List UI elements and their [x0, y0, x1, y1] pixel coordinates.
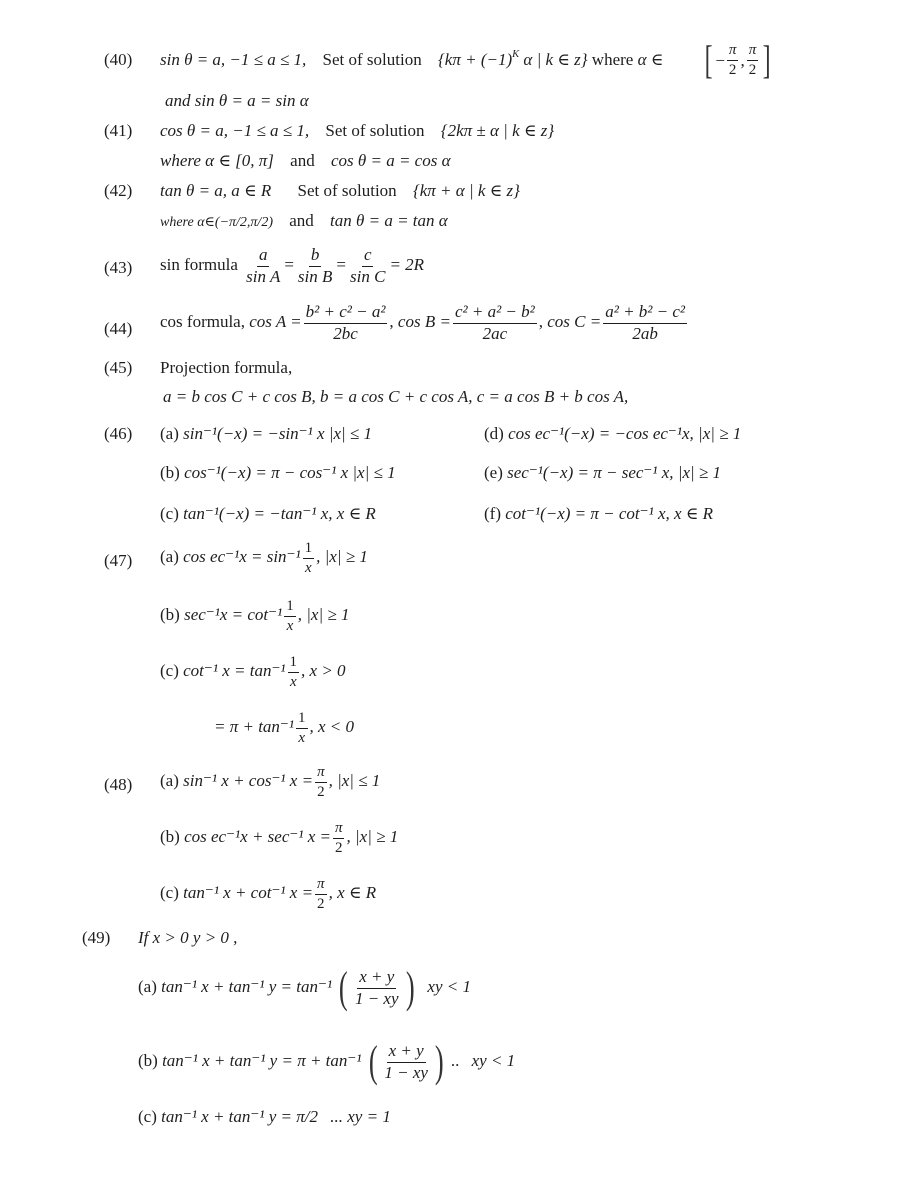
cos-a-den: 2bc: [333, 323, 358, 343]
cos-c-num: a² + b² − c²: [603, 303, 687, 324]
cos-a-lhs: cos A =: [249, 312, 302, 332]
formula-46-e-text: sec⁻¹(−x) = π − sec⁻¹ x, |x| ≥ 1: [507, 463, 721, 482]
formula-40-line2: and sin θ = a = sin α: [165, 91, 309, 110]
formula-43: sin formula $\frac{a}{\text{sin A}}$ = $\frac{b}{\text{sin B}}$ = $\frac{c}{\text{sin C}}$ = 2R: [160, 245, 425, 286]
formula-46-d-text: cos ec⁻¹(−x) = −cos ec⁻¹x, |x| ≥ 1: [508, 424, 742, 443]
formula-46-e-label: (e): [484, 463, 503, 482]
formula-47-a-cond: , |x| ≥ 1: [316, 546, 368, 566]
formula-48-c-frac-den: 2: [317, 895, 325, 912]
formula-46-d: [484, 425, 741, 442]
sine-rule-num-b: b: [309, 246, 322, 267]
formula-48-a: [160, 764, 380, 800]
formula-40-alpha: α ∈: [637, 50, 664, 69]
formula-47-b-frac-den: x: [286, 617, 294, 634]
sine-rule-den-a: sin A: [246, 266, 281, 286]
formula-47-b-cond: , |x| ≥ 1: [297, 604, 350, 624]
formula-46-a: [160, 425, 372, 442]
formula-48-c-frac-num: π: [315, 876, 327, 895]
formula-48-b-frac-num: π: [333, 820, 345, 839]
formula-47-b-label: (b): [160, 604, 180, 624]
formula-42-and: and: [289, 211, 314, 230]
formula-48-a-frac-den: 2: [317, 783, 325, 800]
cos-c-den: 2ab: [632, 323, 658, 343]
formula-40-set-label: Set of solution: [322, 50, 422, 69]
cos-b-lhs: cos B =: [397, 312, 451, 332]
formula-46-f-label: (f): [484, 504, 501, 523]
formula-48-a-frac-num: π: [315, 764, 327, 783]
formula-49-b-frac-den: 1 − xy: [384, 1062, 428, 1082]
formula-44: cos formula, cos A = $\frac{\text{b² + c² − a²}}{2bc}$ , cos B = $\frac{\text{c² + a² − b²}}{2ac}$ , cos C = $\frac{\text{a² + b² − c²}}{2ab}$: [160, 302, 685, 343]
formula-47-a: [160, 540, 368, 576]
formula-48-b-frac-den: 2: [334, 839, 343, 856]
formula-46-b: [160, 464, 396, 481]
formula-41-line2: [160, 152, 451, 169]
formula-47-a-frac-den: x: [305, 559, 312, 576]
formula-41-line1: [160, 122, 554, 139]
formula-40-line1: [160, 51, 663, 68]
sine-rule-num-c: c: [362, 246, 374, 267]
formula-47-c2: [214, 710, 354, 746]
formula-41-set-label: Set of solution: [325, 121, 425, 140]
formula-47-c-label: (c): [160, 660, 179, 680]
formula-46-a-text: sin⁻¹(−x) = −sin⁻¹ x |x| ≤ 1: [183, 424, 372, 443]
interval-frac-den-right: 2: [748, 61, 757, 78]
formula-46-c-label: (c): [160, 504, 179, 523]
formula-48-c-lhs: tan⁻¹ x + cot⁻¹ x =: [183, 882, 314, 902]
formula-49-a-label: (a): [138, 976, 157, 996]
formula-48-b-lhs: cos ec⁻¹x + sec⁻¹ x =: [184, 826, 331, 846]
formula-47-c2-frac-den: x: [298, 729, 306, 746]
formula-42-set: {kπ + α | k ∈ z}: [412, 181, 520, 200]
cos-a-num: b² + c² − a²: [304, 303, 388, 324]
formula-41-and: and: [290, 151, 315, 170]
formula-43-label: sin formula: [160, 255, 238, 275]
formula-47-c: [160, 654, 346, 690]
formula-49-label: If x > 0 y > 0 ,: [138, 928, 238, 947]
formula-45-label: Projection formula,: [160, 358, 293, 377]
formula-40-where: where: [591, 50, 634, 69]
formula-46-c-text: tan⁻¹(−x) = −tan⁻¹ x, x ∈ R: [183, 504, 376, 523]
formula-47-c-frac-den: x: [289, 673, 297, 690]
sine-rule-den-b: sin B: [297, 266, 333, 286]
formula-42-line1: [160, 182, 520, 199]
formula-49-a-frac-num: x + y: [357, 968, 396, 989]
formula-48-c-cond: , x ∈ R: [328, 882, 377, 902]
item-number-46: (46): [104, 424, 133, 443]
formula-49-a-lhs: tan⁻¹ x + tan⁻¹ y = tan⁻¹: [161, 976, 333, 996]
sine-rule-tail: = 2R: [389, 255, 425, 275]
formula-47-c2-lhs: = π + tan⁻¹: [214, 716, 295, 736]
sine-rule-den-c: sin C: [350, 266, 386, 286]
formula-48-a-cond: , |x| ≤ 1: [328, 770, 381, 790]
formula-49-a: (a) tan⁻¹ x + tan⁻¹ y = tan⁻¹ ( $\frac{x + y}{1 - xy}$ ) xy < 1: [138, 963, 471, 1012]
formula-49-b-cond: xy < 1: [471, 1050, 516, 1070]
formula-47-a-lhs: cos ec⁻¹x = sin⁻¹: [183, 546, 301, 566]
formula-46-d-label: (d): [484, 424, 504, 443]
formula-49-a-frac-den: 1 − xy: [354, 988, 399, 1008]
formula-47-c-frac-num: 1: [288, 654, 300, 673]
formula-40-interval: [ − $\frac{\pi}{2}$ , $\frac{\pi}{2}$ ]: [704, 37, 771, 82]
formula-40-set-b: α | k ∈ z: [519, 50, 581, 69]
formula-48-c: [160, 876, 376, 912]
formula-49-b-dots: ..: [450, 1050, 460, 1070]
formula-49-c-cond: ... xy = 1: [330, 1107, 391, 1126]
formula-41-where: where α ∈ [0, π]: [160, 151, 274, 170]
formula-40-set-a: kπ + (−1): [444, 50, 513, 69]
formula-48-a-label: (a): [160, 770, 179, 790]
formula-47-c2-cond: , x < 0: [309, 716, 355, 736]
formula-48-b: [160, 820, 398, 856]
formula-42-equation: tan θ = a, a ∈ R: [160, 181, 272, 200]
formula-47-c-lhs: cot⁻¹ x = tan⁻¹: [183, 660, 286, 680]
formula-46-a-label: (a): [160, 424, 179, 443]
formula-41-set: {2kπ ± α | k ∈ z}: [440, 121, 555, 140]
formula-48-c-label: (c): [160, 882, 179, 902]
formula-49-a-cond: xy < 1: [427, 976, 471, 996]
item-number-48: (48): [104, 775, 133, 794]
formula-49-c-label: (c): [138, 1107, 157, 1126]
formula-46-b-text: cos⁻¹(−x) = π − cos⁻¹ x |x| ≤ 1: [184, 463, 396, 482]
formula-46-f-text: cot⁻¹(−x) = π − cot⁻¹ x, x ∈ R: [505, 504, 714, 523]
item-number-49: (49): [82, 928, 111, 947]
formula-46-b-label: (b): [160, 463, 180, 482]
cos-b-den: 2ac: [482, 323, 508, 343]
formula-45-line2: a = b cos C + c cos B, b = a cos C + c cos A, c = a cos B + b cos A,: [163, 387, 629, 406]
interval-frac-num-right: π: [747, 42, 759, 61]
formula-49-b-lhs: tan⁻¹ x + tan⁻¹ y = π + tan⁻¹: [162, 1050, 362, 1070]
formula-47-b-lhs: sec⁻¹x = cot⁻¹: [184, 604, 283, 624]
formula-48-b-label: (b): [160, 826, 180, 846]
cos-c-lhs: cos C =: [547, 312, 602, 332]
item-number-44: (44): [104, 319, 133, 338]
formula-42-identity: tan θ = a = tan α: [330, 211, 448, 230]
formula-49-b-label: (b): [138, 1050, 158, 1070]
formula-48-a-lhs: sin⁻¹ x + cos⁻¹ x =: [183, 770, 314, 790]
interval-frac-num-left: π: [727, 42, 739, 61]
formula-49-c-lhs: tan⁻¹ x + tan⁻¹ y = π/2: [161, 1107, 318, 1126]
item-number-42: (42): [104, 181, 133, 200]
formula-46-e: [484, 464, 721, 481]
formula-41-equation: cos θ = a, −1 ≤ a ≤ 1,: [160, 121, 310, 140]
item-number-45: (45): [104, 358, 133, 377]
sine-rule-num-a: a: [257, 246, 270, 267]
formula-47-b: [160, 598, 349, 634]
formula-42-line2: [160, 212, 448, 230]
formula-42-where: where α∈(−π/2,π/2): [160, 215, 273, 230]
formula-47-a-frac-num: 1: [303, 540, 315, 559]
formula-47-c-cond: , x > 0: [301, 660, 346, 680]
formula-40-equation: sin θ = a, −1 ≤ a ≤ 1,: [160, 50, 307, 69]
formula-40-set: {$k\pi + (-1)^K$ α | k ∈ z}: [437, 49, 588, 69]
formula-46-c: [160, 505, 376, 522]
formula-41-identity: cos θ = a = cos α: [330, 151, 451, 170]
formula-44-label: cos formula,: [160, 312, 245, 332]
item-number-41: (41): [104, 121, 133, 140]
formula-49-c: [138, 1108, 391, 1125]
interval-frac-den-left: 2: [728, 61, 737, 78]
cos-b-num: c² + a² − b²: [453, 303, 537, 324]
formula-49-b-frac-num: x + y: [387, 1042, 426, 1063]
formula-42-set-label: Set of solution: [297, 181, 397, 200]
item-number-40: (40): [104, 50, 133, 69]
formula-46-f: [484, 505, 713, 522]
item-number-47: (47): [104, 551, 133, 570]
formula-47-b-frac-num: 1: [284, 598, 296, 617]
formula-47-c2-frac-num: 1: [296, 710, 308, 729]
formula-47-a-label: (a): [160, 546, 179, 566]
formula-40-set-exp: K: [512, 49, 520, 61]
formula-48-b-cond: , |x| ≥ 1: [346, 826, 399, 846]
formula-49-b: (b) tan⁻¹ x + tan⁻¹ y = π + tan⁻¹ ( $\frac{x + y}{1 - xy}$ ) .. xy < 1: [138, 1037, 516, 1086]
item-number-43: (43): [104, 258, 133, 277]
